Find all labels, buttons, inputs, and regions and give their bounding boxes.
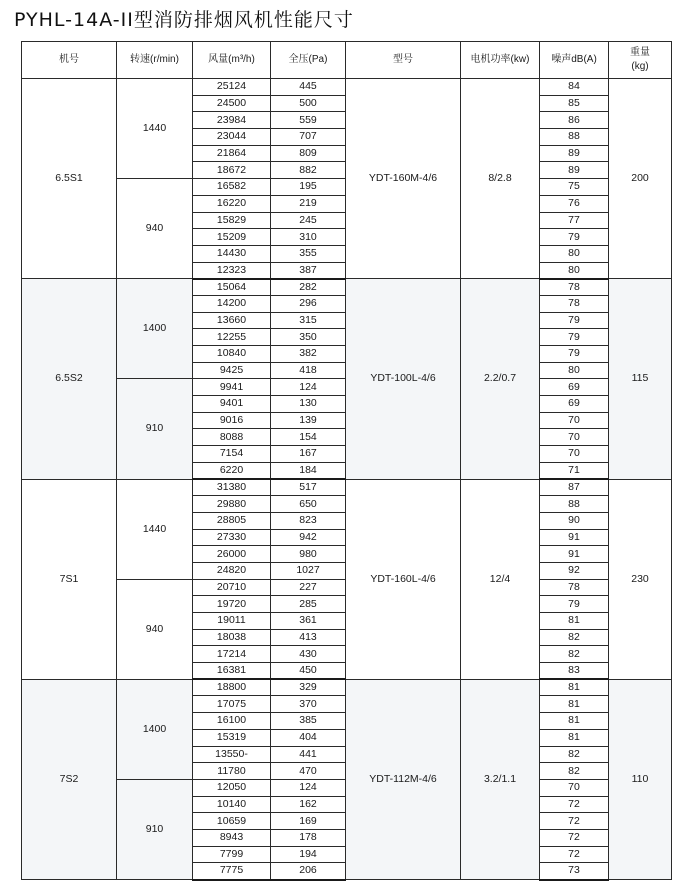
noise-cell: 71 bbox=[540, 462, 609, 479]
weight-cell: 115 bbox=[609, 279, 672, 479]
pressure-cell: 194 bbox=[271, 846, 346, 863]
noise-cell: 79 bbox=[540, 596, 609, 613]
airflow-cell: 9401 bbox=[193, 396, 271, 413]
noise-cell: 90 bbox=[540, 512, 609, 529]
pressure-cell: 206 bbox=[271, 863, 346, 880]
noise-cell: 81 bbox=[540, 679, 609, 696]
performance-table bbox=[21, 41, 672, 881]
table-header-row bbox=[22, 42, 672, 79]
header-type: 型号 bbox=[346, 42, 461, 79]
airflow-cell: 13660 bbox=[193, 312, 271, 329]
model-cell: 7S2 bbox=[22, 679, 117, 879]
pressure-cell: 162 bbox=[271, 796, 346, 813]
airflow-cell: 18672 bbox=[193, 162, 271, 179]
airflow-cell: 9941 bbox=[193, 379, 271, 396]
noise-cell: 72 bbox=[540, 796, 609, 813]
airflow-cell: 8943 bbox=[193, 829, 271, 846]
noise-cell: 69 bbox=[540, 396, 609, 413]
pressure-cell: 315 bbox=[271, 312, 346, 329]
airflow-cell: 20710 bbox=[193, 579, 271, 596]
noise-cell: 80 bbox=[540, 362, 609, 379]
airflow-cell: 12255 bbox=[193, 329, 271, 346]
pressure-cell: 430 bbox=[271, 646, 346, 663]
noise-cell: 77 bbox=[540, 212, 609, 229]
noise-cell: 72 bbox=[540, 846, 609, 863]
noise-cell: 79 bbox=[540, 329, 609, 346]
airflow-cell: 7154 bbox=[193, 446, 271, 463]
airflow-cell: 18038 bbox=[193, 629, 271, 646]
pressure-cell: 219 bbox=[271, 195, 346, 212]
noise-cell: 89 bbox=[540, 145, 609, 162]
airflow-cell: 16381 bbox=[193, 663, 271, 680]
pressure-cell: 450 bbox=[271, 663, 346, 680]
noise-cell: 79 bbox=[540, 229, 609, 246]
pressure-cell: 350 bbox=[271, 329, 346, 346]
header-weight bbox=[609, 42, 672, 79]
pressure-cell: 169 bbox=[271, 813, 346, 830]
noise-cell: 78 bbox=[540, 279, 609, 296]
table-body bbox=[22, 79, 672, 880]
noise-cell: 70 bbox=[540, 446, 609, 463]
model-cell: 6.5S2 bbox=[22, 279, 117, 479]
pressure-cell: 445 bbox=[271, 79, 346, 96]
airflow-cell: 12323 bbox=[193, 262, 271, 279]
header-weight-line1: 重量 bbox=[630, 47, 650, 58]
pressure-cell: 124 bbox=[271, 379, 346, 396]
noise-cell: 89 bbox=[540, 162, 609, 179]
speed-cell: 1440 bbox=[117, 479, 193, 579]
pressure-cell: 355 bbox=[271, 245, 346, 262]
airflow-cell: 16220 bbox=[193, 195, 271, 212]
page-title: PYHL-14A-II型消防排烟风机性能尺寸 bbox=[14, 9, 354, 31]
speed-cell: 1400 bbox=[117, 679, 193, 779]
motor-power-cell: 8/2.8 bbox=[461, 79, 540, 279]
pressure-cell: 361 bbox=[271, 613, 346, 630]
airflow-cell: 9425 bbox=[193, 362, 271, 379]
noise-cell: 81 bbox=[540, 729, 609, 746]
pressure-cell: 282 bbox=[271, 279, 346, 296]
pressure-cell: 139 bbox=[271, 412, 346, 429]
airflow-cell: 16100 bbox=[193, 713, 271, 730]
pressure-cell: 227 bbox=[271, 579, 346, 596]
noise-cell: 79 bbox=[540, 312, 609, 329]
motor-type-cell: YDT-100L-4/6 bbox=[346, 279, 461, 479]
pressure-cell: 154 bbox=[271, 429, 346, 446]
airflow-cell: 31380 bbox=[193, 479, 271, 496]
pressure-cell: 130 bbox=[271, 396, 346, 413]
airflow-cell: 13550- bbox=[193, 746, 271, 763]
speed-cell: 940 bbox=[117, 179, 193, 279]
pressure-cell: 404 bbox=[271, 729, 346, 746]
airflow-cell: 15064 bbox=[193, 279, 271, 296]
pressure-cell: 296 bbox=[271, 295, 346, 312]
airflow-cell: 15209 bbox=[193, 229, 271, 246]
pressure-cell: 441 bbox=[271, 746, 346, 763]
speed-cell: 910 bbox=[117, 779, 193, 879]
noise-cell: 78 bbox=[540, 295, 609, 312]
airflow-cell: 26000 bbox=[193, 546, 271, 563]
noise-cell: 73 bbox=[540, 863, 609, 880]
pressure-cell: 707 bbox=[271, 129, 346, 146]
table-row bbox=[22, 79, 672, 96]
airflow-cell: 24500 bbox=[193, 95, 271, 112]
noise-cell: 81 bbox=[540, 696, 609, 713]
airflow-cell: 18800 bbox=[193, 679, 271, 696]
pressure-cell: 329 bbox=[271, 679, 346, 696]
pressure-cell: 413 bbox=[271, 629, 346, 646]
noise-cell: 80 bbox=[540, 245, 609, 262]
motor-type-cell: YDT-112M-4/6 bbox=[346, 679, 461, 879]
airflow-cell: 25124 bbox=[193, 79, 271, 96]
noise-cell: 82 bbox=[540, 629, 609, 646]
noise-cell: 80 bbox=[540, 262, 609, 279]
motor-type-cell: YDT-160L-4/6 bbox=[346, 479, 461, 679]
pressure-cell: 517 bbox=[271, 479, 346, 496]
pressure-cell: 310 bbox=[271, 229, 346, 246]
airflow-cell: 10659 bbox=[193, 813, 271, 830]
noise-cell: 70 bbox=[540, 429, 609, 446]
airflow-cell: 17075 bbox=[193, 696, 271, 713]
pressure-cell: 500 bbox=[271, 95, 346, 112]
airflow-cell: 7799 bbox=[193, 846, 271, 863]
airflow-cell: 12050 bbox=[193, 779, 271, 796]
pressure-cell: 809 bbox=[271, 145, 346, 162]
noise-cell: 72 bbox=[540, 813, 609, 830]
noise-cell: 84 bbox=[540, 79, 609, 96]
pressure-cell: 470 bbox=[271, 763, 346, 780]
noise-cell: 79 bbox=[540, 346, 609, 363]
header-weight-unit: (kg) bbox=[631, 61, 649, 72]
airflow-cell: 27330 bbox=[193, 529, 271, 546]
airflow-cell: 28805 bbox=[193, 512, 271, 529]
noise-cell: 86 bbox=[540, 112, 609, 129]
model-cell: 7S1 bbox=[22, 479, 117, 679]
noise-cell: 91 bbox=[540, 546, 609, 563]
airflow-cell: 23984 bbox=[193, 112, 271, 129]
noise-cell: 76 bbox=[540, 195, 609, 212]
airflow-cell: 9016 bbox=[193, 412, 271, 429]
airflow-cell: 10140 bbox=[193, 796, 271, 813]
pressure-cell: 1027 bbox=[271, 562, 346, 579]
pressure-cell: 285 bbox=[271, 596, 346, 613]
noise-cell: 81 bbox=[540, 713, 609, 730]
pressure-cell: 385 bbox=[271, 713, 346, 730]
speed-cell: 1440 bbox=[117, 79, 193, 179]
table-row bbox=[22, 679, 672, 696]
airflow-cell: 15319 bbox=[193, 729, 271, 746]
airflow-cell: 24820 bbox=[193, 562, 271, 579]
airflow-cell: 17214 bbox=[193, 646, 271, 663]
airflow-cell: 29880 bbox=[193, 496, 271, 513]
airflow-cell: 15829 bbox=[193, 212, 271, 229]
airflow-cell: 11780 bbox=[193, 763, 271, 780]
motor-power-cell: 12/4 bbox=[461, 479, 540, 679]
noise-cell: 72 bbox=[540, 829, 609, 846]
airflow-cell: 8088 bbox=[193, 429, 271, 446]
airflow-cell: 19720 bbox=[193, 596, 271, 613]
pressure-cell: 559 bbox=[271, 112, 346, 129]
noise-cell: 70 bbox=[540, 412, 609, 429]
airflow-cell: 14200 bbox=[193, 295, 271, 312]
speed-cell: 1400 bbox=[117, 279, 193, 379]
pressure-cell: 370 bbox=[271, 696, 346, 713]
header-motor-power: 电机功率(kw) bbox=[461, 42, 540, 79]
airflow-cell: 14430 bbox=[193, 245, 271, 262]
airflow-cell: 21864 bbox=[193, 145, 271, 162]
pressure-cell: 418 bbox=[271, 362, 346, 379]
motor-type-cell: YDT-160M-4/6 bbox=[346, 79, 461, 279]
header-noise: 噪声dB(A) bbox=[540, 42, 609, 79]
speed-cell: 940 bbox=[117, 579, 193, 679]
pressure-cell: 980 bbox=[271, 546, 346, 563]
noise-cell: 78 bbox=[540, 579, 609, 596]
weight-cell: 200 bbox=[609, 79, 672, 279]
motor-power-cell: 2.2/0.7 bbox=[461, 279, 540, 479]
pressure-cell: 823 bbox=[271, 512, 346, 529]
airflow-cell: 6220 bbox=[193, 462, 271, 479]
noise-cell: 82 bbox=[540, 763, 609, 780]
airflow-cell: 10840 bbox=[193, 346, 271, 363]
airflow-cell: 16582 bbox=[193, 179, 271, 196]
pressure-cell: 124 bbox=[271, 779, 346, 796]
pressure-cell: 245 bbox=[271, 212, 346, 229]
motor-power-cell: 3.2/1.1 bbox=[461, 679, 540, 879]
pressure-cell: 882 bbox=[271, 162, 346, 179]
header-speed: 转速(r/min) bbox=[117, 42, 193, 79]
noise-cell: 81 bbox=[540, 613, 609, 630]
noise-cell: 82 bbox=[540, 746, 609, 763]
pressure-cell: 650 bbox=[271, 496, 346, 513]
pressure-cell: 184 bbox=[271, 462, 346, 479]
noise-cell: 83 bbox=[540, 663, 609, 680]
noise-cell: 88 bbox=[540, 129, 609, 146]
pressure-cell: 382 bbox=[271, 346, 346, 363]
speed-cell: 910 bbox=[117, 379, 193, 479]
airflow-cell: 23044 bbox=[193, 129, 271, 146]
header-pressure: 全压(Pa) bbox=[271, 42, 346, 79]
noise-cell: 75 bbox=[540, 179, 609, 196]
model-cell: 6.5S1 bbox=[22, 79, 117, 279]
noise-cell: 91 bbox=[540, 529, 609, 546]
header-airflow: 风量(m³/h) bbox=[193, 42, 271, 79]
noise-cell: 85 bbox=[540, 95, 609, 112]
weight-cell: 230 bbox=[609, 479, 672, 679]
noise-cell: 70 bbox=[540, 779, 609, 796]
noise-cell: 92 bbox=[540, 562, 609, 579]
noise-cell: 88 bbox=[540, 496, 609, 513]
airflow-cell: 7775 bbox=[193, 863, 271, 880]
weight-cell: 110 bbox=[609, 679, 672, 879]
noise-cell: 87 bbox=[540, 479, 609, 496]
table-row bbox=[22, 279, 672, 296]
pressure-cell: 942 bbox=[271, 529, 346, 546]
pressure-cell: 178 bbox=[271, 829, 346, 846]
noise-cell: 69 bbox=[540, 379, 609, 396]
header-model: 机号 bbox=[22, 42, 117, 79]
noise-cell: 82 bbox=[540, 646, 609, 663]
pressure-cell: 167 bbox=[271, 446, 346, 463]
pressure-cell: 387 bbox=[271, 262, 346, 279]
pressure-cell: 195 bbox=[271, 179, 346, 196]
airflow-cell: 19011 bbox=[193, 613, 271, 630]
table-row bbox=[22, 479, 672, 496]
